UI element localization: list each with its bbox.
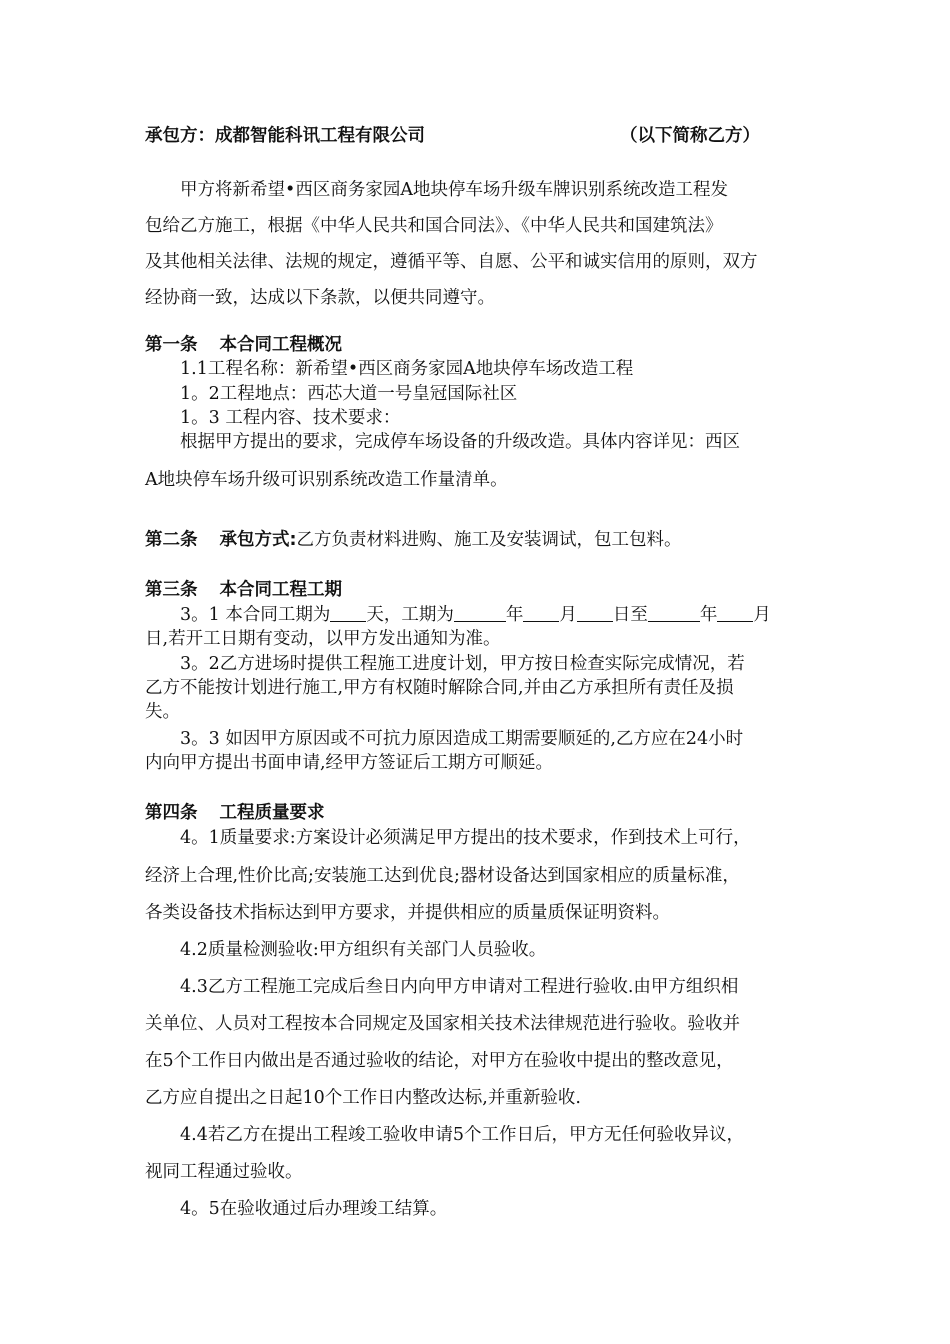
article2-line: [145, 528, 682, 552]
article1-heading: [145, 333, 342, 357]
intro-line-4: 经协商一致，达成以下条款，以便共同遵守。: [145, 288, 495, 308]
article4-p5: 4。5在验收通过后办理竣工结算。: [180, 1199, 448, 1219]
article3-p2-line2: 乙方不能按计划进行施工,甲方有权随时解除合同,并由乙方承担所有责任及损: [145, 678, 734, 698]
article4-p1-line2: 经济上合理,性价比高;安装施工达到优良;器材设备达到国家相应的质量标准，: [145, 866, 740, 886]
duration-prefix: 3。1 本合同工期为: [180, 605, 331, 625]
article1-item-1: 1.1工程名称：新希望•西区商务家园A地块停车场改造工程: [180, 359, 634, 379]
article2-heading: 承包方式:: [219, 530, 297, 550]
article1-title: 第一条: [145, 335, 198, 355]
article4-p4-line2: 视同工程通过验收。: [145, 1162, 303, 1182]
contractor-alias: （以下简称乙方）: [620, 126, 760, 146]
article4-p1-line1: 4。1质量要求:方案设计必须满足甲方提出的技术要求，作到技术上可行，: [180, 828, 751, 848]
article4-p2: 4.2质量检测验收:甲方组织有关部门人员验收。: [180, 940, 547, 960]
article3-p2-line1: 3。2乙方进场时提供工程施工进度计划，甲方按日检查实际完成情况，若: [180, 654, 745, 674]
intro-line-2: 包给乙方施工，根据《中华人民共和国合同法》、《中华人民共和国建筑法》: [145, 216, 723, 236]
start-day-blank[interactable]: [577, 603, 613, 622]
article1-item-4: 根据甲方提出的要求，完成停车场设备的升级改造。具体内容详见：西区: [180, 432, 740, 452]
article1-heading-text: 本合同工程概况: [219, 335, 342, 355]
intro-line-3: 及其他相关法律、法规的规定，遵循平等、自愿、公平和诚实信用的原则，双方: [145, 252, 758, 272]
start-month-blank[interactable]: [523, 603, 559, 622]
article3-p1-line2: 日,若开工日期有变动，以甲方发出通知为准。: [145, 629, 501, 649]
article4-p3-line2: 关单位、人员对工程按本合同规定及国家相关技术法律规范进行验收。验收并: [145, 1014, 740, 1034]
article4-heading: [145, 801, 325, 825]
article4-p4-line1: 4.4若乙方在提出工程竣工验收申请5个工作日后，甲方无任何验收异议，: [180, 1125, 744, 1145]
article3-heading-text: 本合同工程工期: [219, 580, 342, 600]
contractor-label: 承包方：: [145, 126, 215, 146]
article3-p3-line1: 3。3 如因甲方原因或不可抗力原因造成工期需要顺延的,乙方应在24小时: [180, 729, 744, 749]
end-month-blank[interactable]: [717, 603, 753, 622]
article4-heading-text: 工程质量要求: [219, 803, 325, 823]
start-year-blank[interactable]: [454, 603, 506, 622]
article2-text: 乙方负责材料进购、施工及安装调试，包工包料。: [296, 530, 682, 550]
article4-title: 第四条: [145, 803, 198, 823]
article4-p3-line1: 4.3乙方工程施工完成后叁日内向甲方申请对工程进行验收.由甲方组织相: [180, 977, 739, 997]
article2-title: 第二条: [145, 530, 198, 550]
article3-p1-line1: 3。1 本合同工期为 天，工期为 年 月 日至 年 月: [180, 605, 771, 625]
article4-p3-line3: 在5个工作日内做出是否通过验收的结论，对甲方在验收中提出的整改意见，: [145, 1051, 734, 1071]
article3-title: 第三条: [145, 580, 198, 600]
end-year-blank[interactable]: [648, 603, 700, 622]
article3-p3-line2: 内向甲方提出书面申请,经甲方签证后工期方可顺延。: [145, 753, 554, 773]
article4-p3-line4: 乙方应自提出之日起10个工作日内整改达标,并重新验收.: [145, 1088, 581, 1108]
intro-line-1: 甲方将新希望•西区商务家园A地块停车场升级车牌识别系统改造工程发: [180, 180, 728, 200]
article3-p2-line3: 失。: [145, 702, 180, 722]
article3-heading: [145, 578, 342, 602]
contractor-company: 成都智能科讯工程有限公司: [215, 126, 425, 146]
contractor-line: [145, 124, 425, 148]
days-blank[interactable]: [330, 603, 366, 622]
article1-item-3: 1。3 工程内容、技术要求：: [180, 408, 401, 428]
article1-item-2: 1。2工程地点：西芯大道一号皇冠国际社区: [180, 384, 518, 404]
article4-p1-line3: 各类设备技术指标达到甲方要求，并提供相应的质量质保证明资料。: [145, 903, 670, 923]
article1-continuation: A地块停车场升级可识别系统改造工作量清单。: [145, 470, 508, 490]
